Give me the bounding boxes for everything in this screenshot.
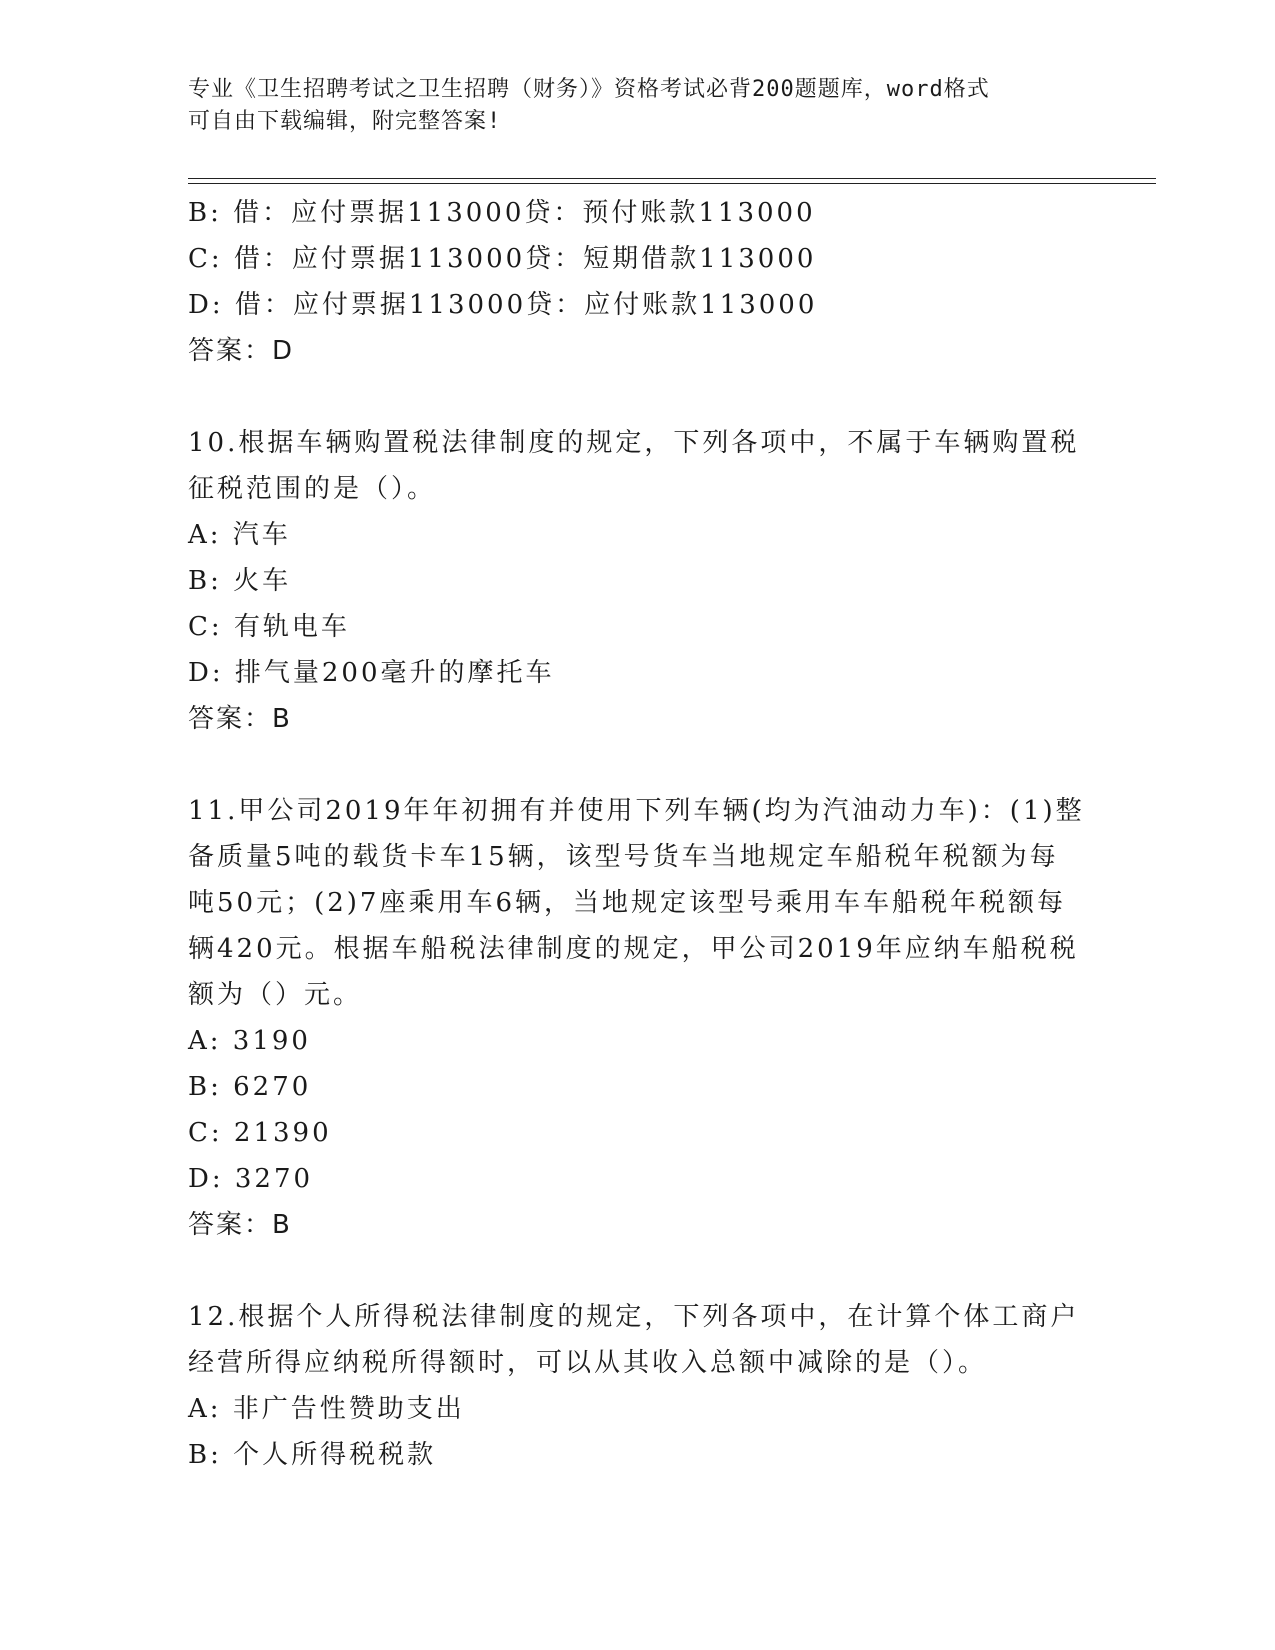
question-9-continued [188, 190, 1088, 374]
option-a: A: 非广告性赞助支出 [188, 1394, 465, 1424]
header-divider-top [188, 178, 1156, 179]
question-10 [188, 420, 1088, 742]
option-b: B: 6270 [188, 1072, 312, 1102]
question-stem: 备质量5吨的载货卡车15辆，该型号货车当地规定车船税年税额为每 [188, 842, 1059, 872]
option-b: B: 个人所得税税款 [188, 1440, 437, 1470]
question-stem: 额为（）元。 [188, 980, 363, 1010]
option-d: D: 排气量200毫升的摩托车 [188, 658, 555, 688]
header-divider-bottom [188, 183, 1156, 184]
answer-label: 答案：D [188, 336, 295, 366]
option-a: A: 3190 [188, 1026, 311, 1056]
header-title-line-2: 可自由下载编辑，附完整答案! [188, 109, 502, 134]
option-a: A: 汽车 [188, 520, 291, 550]
answer-label: 答案：B [188, 1210, 292, 1240]
document-header [188, 74, 1088, 138]
question-stem: 12.根据个人所得税法律制度的规定，下列各项中，在计算个体工商户 [188, 1302, 1080, 1332]
option-b: B: 火车 [188, 566, 292, 596]
question-stem: 辆420元。根据车船税法律制度的规定，甲公司2019年应纳车船税税 [188, 934, 1079, 964]
spacer [188, 1248, 1088, 1294]
question-11 [188, 788, 1088, 1248]
question-12 [188, 1294, 1088, 1478]
option-b: B: 借：应付票据113000贷：预付账款113000 [188, 198, 816, 228]
option-d: D: 3270 [188, 1164, 314, 1194]
question-stem: 11.甲公司2019年年初拥有并使用下列车辆(均为汽油动力车)：(1)整 [188, 796, 1085, 826]
question-stem: 征税范围的是（）。 [188, 474, 437, 504]
spacer [188, 374, 1088, 420]
spacer [188, 742, 1088, 788]
header-title-line-1: 专业《卫生招聘考试之卫生招聘（财务）》资格考试必背200题题库，word格式 [188, 77, 990, 102]
question-stem: 10.根据车辆购置税法律制度的规定，下列各项中，不属于车辆购置税 [188, 428, 1080, 458]
question-stem: 吨50元；(2)7座乘用车6辆，当地规定该型号乘用车车船税年税额每 [188, 888, 1066, 918]
option-d: D: 借：应付票据113000贷：应付账款113000 [188, 290, 818, 320]
question-stem: 经营所得应纳税所得额时，可以从其收入总额中减除的是（）。 [188, 1348, 988, 1378]
question-list [188, 190, 1088, 1478]
option-c: C: 有轨电车 [188, 612, 350, 642]
option-c: C: 借：应付票据113000贷：短期借款113000 [188, 244, 817, 274]
answer-label: 答案：B [188, 704, 292, 734]
option-c: C: 21390 [188, 1118, 332, 1148]
